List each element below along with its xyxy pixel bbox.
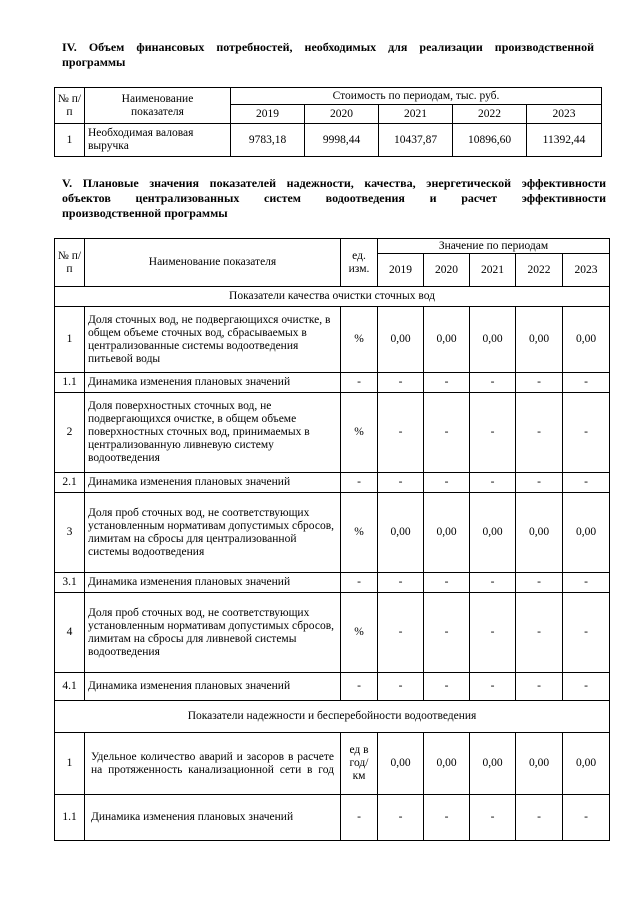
value-cell: 0,00 [378, 733, 424, 795]
value-cell: - [516, 393, 563, 473]
value-cell: - [424, 373, 470, 393]
value-cell: - [378, 573, 424, 593]
row-name: Необходимая валовая выручка [85, 124, 231, 157]
value-cell: - [424, 795, 470, 841]
row-unit: - [341, 573, 378, 593]
col-header-num: № п/ п [55, 239, 85, 287]
value-cell: 0,00 [563, 493, 610, 573]
row-unit: % [341, 493, 378, 573]
value-cell: - [470, 393, 516, 473]
col-header-cost: Стоимость по периодам, тыс. руб. [231, 88, 602, 105]
row-unit: % [341, 307, 378, 373]
value-cell: 0,00 [563, 307, 610, 373]
year-header: 2020 [424, 254, 470, 287]
row-unit: % [341, 593, 378, 673]
group-header-reliability: Показатели надежности и бесперебойности водоотведения [55, 701, 610, 733]
col-header-name: Наименование показателя [85, 88, 231, 124]
row-num: 4.1 [55, 673, 85, 701]
year-header: 2022 [516, 254, 563, 287]
row-num: 1 [55, 124, 85, 157]
row-name: Доля проб сточных вод, не соответствующих установленным нормативам допустимых сбросов, лимитам на сбросы для централизованной системы водоотведения [85, 493, 341, 573]
section4-title-line1: IV. Объем финансовых потребностей, необходимых для реализации производственной [62, 40, 594, 54]
value-cell: 9783,18 [231, 124, 305, 157]
value-cell: 10437,87 [379, 124, 453, 157]
row-num: 4 [55, 593, 85, 673]
year-header: 2021 [379, 105, 453, 124]
year-header: 2023 [527, 105, 602, 124]
section4-title-line2: программы [62, 55, 126, 69]
value-cell: - [516, 673, 563, 701]
value-cell: - [563, 593, 610, 673]
year-header: 2019 [378, 254, 424, 287]
value-cell: - [378, 393, 424, 473]
value-cell: - [563, 673, 610, 701]
section5-title-line3: производственной программы [62, 206, 228, 220]
value-cell: 0,00 [378, 307, 424, 373]
value-cell: - [378, 473, 424, 493]
year-header: 2023 [563, 254, 610, 287]
value-cell: 0,00 [516, 733, 563, 795]
section5-title-line1: V. Плановые значения показателей надежности, качества, энергетической эффективности [62, 176, 606, 190]
value-cell: - [470, 593, 516, 673]
row-name: Динамика изменения плановых значений [85, 795, 341, 841]
col-header-unit: ед. изм. [341, 239, 378, 287]
col-header-num: № п/п [55, 88, 85, 124]
row-name: Доля проб сточных вод, не соответствующих установленным нормативам допустимых сбросов, лимитам на сбросы для ливневой системы водоотведения [85, 593, 341, 673]
value-cell: - [424, 473, 470, 493]
row-unit: - [341, 795, 378, 841]
row-num: 1.1 [55, 795, 85, 841]
value-cell: - [378, 373, 424, 393]
value-cell: - [563, 795, 610, 841]
value-cell: - [378, 673, 424, 701]
section5-title-line2: объектов централизованных систем водоотведения и расчет эффективности [62, 191, 606, 205]
row-num: 3.1 [55, 573, 85, 593]
value-cell: 9998,44 [305, 124, 379, 157]
value-cell: - [516, 473, 563, 493]
row-unit: % [341, 393, 378, 473]
row-unit: ед в год/ км [341, 733, 378, 795]
value-cell: 0,00 [470, 307, 516, 373]
value-cell: - [424, 393, 470, 473]
value-cell: - [470, 573, 516, 593]
row-num: 1.1 [55, 373, 85, 393]
value-cell: 0,00 [470, 493, 516, 573]
row-name: Динамика изменения плановых значений [85, 373, 341, 393]
value-cell: - [563, 573, 610, 593]
row-unit: - [341, 373, 378, 393]
col-header-values: Значение по периодам [378, 239, 610, 254]
row-num: 3 [55, 493, 85, 573]
value-cell: - [516, 795, 563, 841]
value-cell: - [563, 393, 610, 473]
value-cell: - [470, 795, 516, 841]
value-cell: 0,00 [516, 307, 563, 373]
row-num: 1 [55, 307, 85, 373]
row-num: 2.1 [55, 473, 85, 493]
value-cell: 0,00 [378, 493, 424, 573]
year-header: 2022 [453, 105, 527, 124]
value-cell: 0,00 [424, 493, 470, 573]
year-header: 2020 [305, 105, 379, 124]
value-cell: - [378, 795, 424, 841]
value-cell: - [470, 673, 516, 701]
row-name: Динамика изменения плановых значений [85, 673, 341, 701]
row-name: Доля поверхностных сточных вод, не подвергающихся очистке, в общем объеме поверхностных сточных вод, принимаемых в централизованную ливневую систему водоотведения [85, 393, 341, 473]
value-cell: 10896,60 [453, 124, 527, 157]
row-name: Динамика изменения плановых значений [85, 573, 341, 593]
row-unit: - [341, 673, 378, 701]
row-num: 2 [55, 393, 85, 473]
value-cell: - [424, 593, 470, 673]
row-unit: - [341, 473, 378, 493]
row-name: Удельное количество аварий и засоров в расчете на протяженность канализационной сети в год [85, 733, 341, 795]
value-cell: - [424, 573, 470, 593]
value-cell: - [378, 593, 424, 673]
value-cell: 0,00 [424, 733, 470, 795]
value-cell: 0,00 [424, 307, 470, 373]
value-cell: - [470, 373, 516, 393]
value-cell: - [563, 373, 610, 393]
financial-needs-table [54, 87, 602, 157]
row-num: 1 [55, 733, 85, 795]
group-header-quality: Показатели качества очистки сточных вод [55, 287, 610, 307]
value-cell: 0,00 [516, 493, 563, 573]
value-cell: 0,00 [470, 733, 516, 795]
row-name: Динамика изменения плановых значений [85, 473, 341, 493]
value-cell: 11392,44 [527, 124, 602, 157]
indicators-table [54, 238, 610, 841]
value-cell: 0,00 [563, 733, 610, 795]
year-header: 2019 [231, 105, 305, 124]
value-cell: - [470, 473, 516, 493]
value-cell: - [563, 473, 610, 493]
year-header: 2021 [470, 254, 516, 287]
value-cell: - [516, 373, 563, 393]
value-cell: - [516, 573, 563, 593]
value-cell: - [516, 593, 563, 673]
value-cell: - [424, 673, 470, 701]
col-header-name: Наименование показателя [85, 239, 341, 287]
row-name: Доля сточных вод, не подвергающихся очистке, в общем объеме сточных вод, сбрасываемых в централизованные системы водоотведения питьевой воды [85, 307, 341, 373]
